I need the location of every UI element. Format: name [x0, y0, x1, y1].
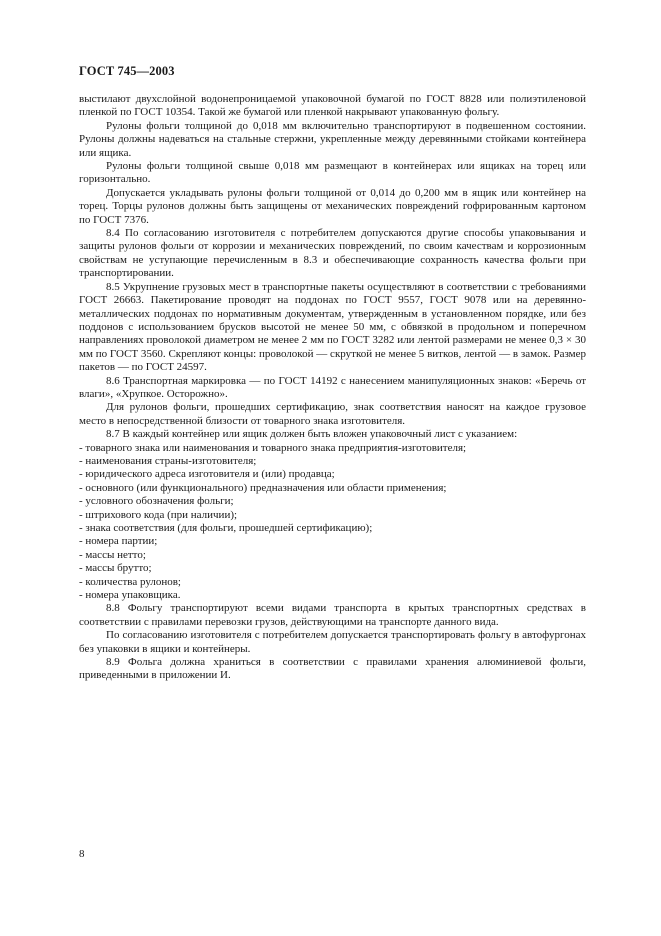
list-item: - условного обозначения фольги; [79, 495, 234, 508]
document-body [79, 93, 586, 683]
list-item: - массы нетто; [79, 548, 146, 561]
paragraph-8-5: 8.5 Укрупнение грузовых мест в транспортные пакеты осуществляют в соответствии с требованиями ГОСТ 26663. Пакетирование проводят на поддонах по ГОСТ 9557, ГОСТ 9078 или на деревянно-металлических поддонах по нормативным документам, утвержденным в установленном порядке, или без поддонов с использованием брусков высотой не менее 50 мм, с обвязкой в продольном и поперечном направлениях проволокой диаметром не менее 2 мм по ГОСТ 3282 или лентой размерами не менее 0,3 × 30 мм по ГОСТ 3560. Скрепляют концы: проволокой — скруткой не менее 5 витков, лентой — в замок. Размер пакетов — по ГОСТ 24597. [79, 280, 586, 374]
paragraph-8-6: 8.6 Транспортная маркировка — по ГОСТ 14192 с нанесением манипуляционных знаков: «Беречь от влаги», «Хрупкое. Осторожно». [79, 374, 586, 400]
paragraph-certification-mark: Для рулонов фольги, прошедших сертификацию, знак соответствия наносят на каждое грузовое место в непосредственной близости от товарного знака изготовителя. [79, 401, 586, 427]
list-item: - количества рулонов; [79, 575, 181, 588]
paragraph-thick-rolls: Рулоны фольги толщиной свыше 0,018 мм размещают в контейнерах или ящиках на торец или горизонтально. [79, 160, 586, 186]
list-item: - основного (или функционального) предназначения или области применения; [79, 481, 447, 494]
list-item: - номера партии; [79, 535, 158, 548]
page-number: 8 [79, 848, 85, 860]
document-header: ГОСТ 745—2003 [79, 64, 175, 78]
document-page [79, 64, 586, 683]
paragraph-lining: выстилают двухслойной водонепроницаемой упаковочной бумагой по ГОСТ 8828 или полиэтиленовой пленкой по ГОСТ 10354. Такой же бумагой или пленкой накрывают упакованную фольгу. [79, 93, 586, 119]
list-item: - штрихового кода (при наличии); [79, 508, 238, 521]
packing-list-items [79, 442, 586, 603]
paragraph-thin-rolls: Рулоны фольги толщиной до 0,018 мм включительно транспортируют в подвешенном состоянии. Рулоны должны надеваться на стальные стержни, укрепленные между деревянными стойками контейнера или ящика. [79, 119, 586, 159]
paragraph-8-8: 8.8 Фольгу транспортируют всеми видами транспорта в крытых транспортных средствах в соответствии с правилами перевозки грузов, действующими на транспорте данного вида. [79, 602, 586, 628]
paragraph-vans: По согласованию изготовителя с потребителем допускается транспортировать фольгу в автофургонах без упаковки в ящики и контейнеры. [79, 629, 586, 655]
list-item: - юридического адреса изготовителя и (или) продавца; [79, 468, 335, 481]
paragraph-end-placement: Допускается укладывать рулоны фольги толщиной от 0,014 до 0,200 мм в ящик или контейнер на торец. Торцы рулонов должны быть защищены от механических повреждений гофрированным картоном по ГОСТ 7376. [79, 186, 586, 226]
paragraph-8-7: 8.7 В каждый контейнер или ящик должен быть вложен упаковочный лист с указанием: [106, 428, 518, 441]
list-item: - знака соответствия (для фольги, прошедшей сертификацию); [79, 522, 373, 534]
paragraph-8-9: 8.9 Фольга должна храниться в соответствии с правилами хранения алюминиевой фольги, приведенными в приложении И. [79, 656, 586, 682]
paragraph-8-4: 8.4 По согласованию изготовителя с потребителем допускаются другие способы упаковывания и защиты рулонов фольги от коррозии и механических повреждений, по своим качествам и коррозионным свойствам не уступающие перечисленным в 8.3 и обеспечивающие сохранность качества фольги при транспортировании. [79, 227, 586, 280]
list-item: - номера упаковщика. [79, 589, 181, 602]
list-item: - массы брутто; [79, 562, 152, 575]
list-item: - товарного знака или наименования и товарного знака предприятия-изготовителя; [79, 441, 467, 454]
list-item: - наименования страны-изготовителя; [79, 454, 257, 467]
